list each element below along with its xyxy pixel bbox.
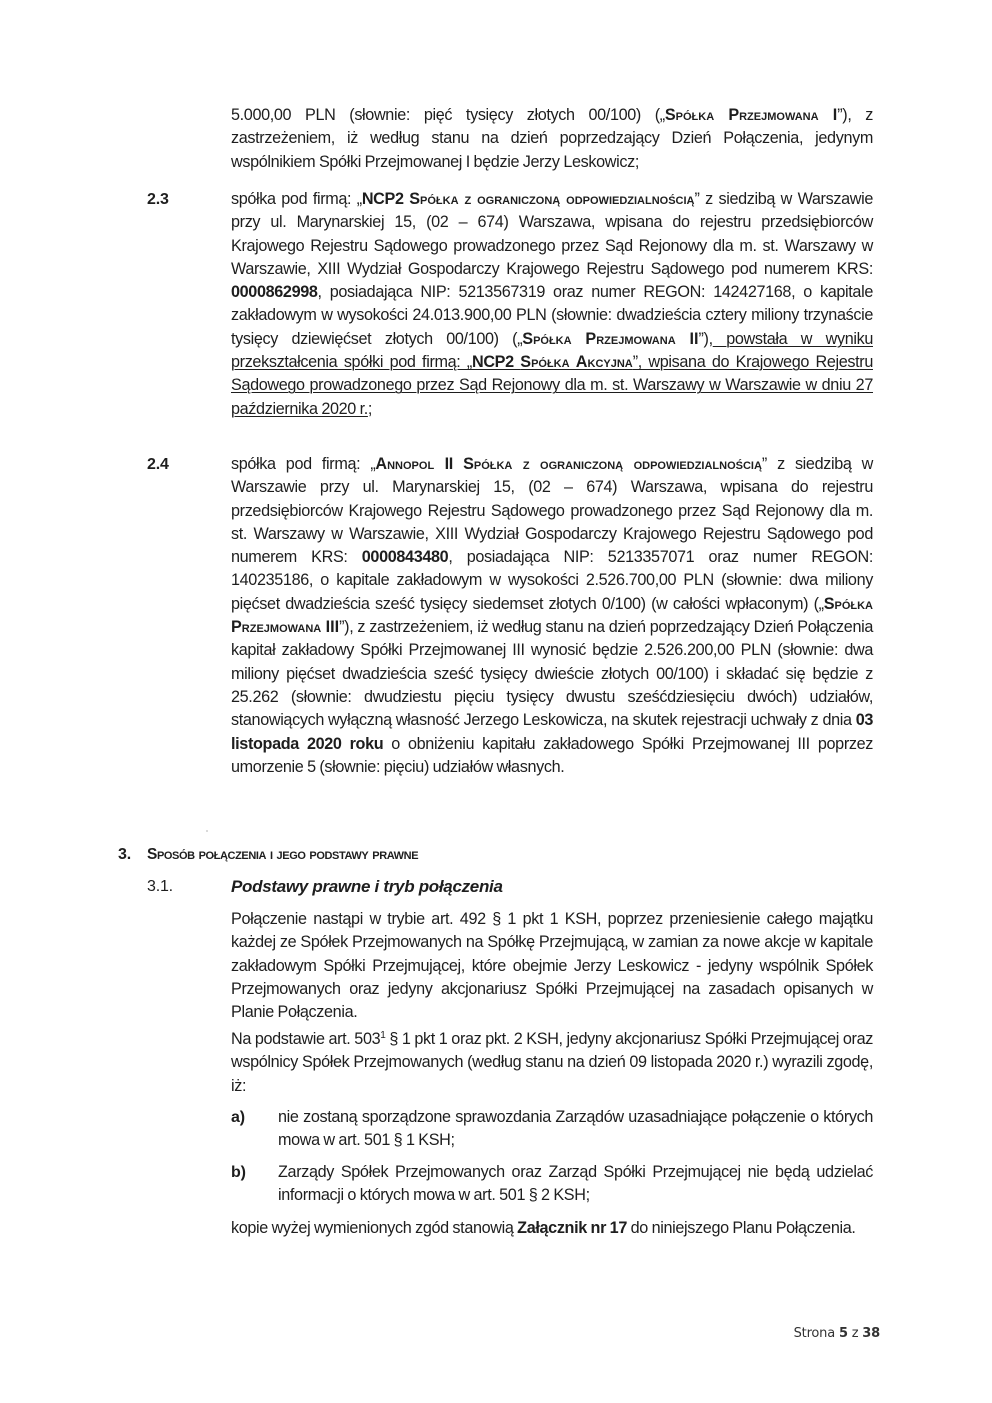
underlined-amendment: powstała w wyniku przekształcenia spółki pod firmą: „NCP2 Spółka Akcyjna”, wpisana do Krajowego Rejestru Sądowego prowadzonego przez Sąd Rejonowy dla m. st. Warszawy w Warszawie w dniu 27 października 2020 r.	[231, 329, 873, 418]
defined-term: Spółka Przejmowana II	[522, 329, 699, 348]
attachment-reference: Załącznik nr 17	[517, 1219, 627, 1237]
item-number-2-4: 2.4	[147, 456, 169, 473]
list-label-a: a)	[231, 1109, 245, 1126]
defined-term: Spółka Przejmowana I	[664, 106, 838, 124]
defined-term: Spółka Przejmowana III	[231, 594, 873, 637]
krs-number: 0000862998	[231, 283, 318, 302]
section-3-1-paragraph-1: Połączenie nastąpi w trybie art. 492 § 1 pkt 1 KSH, poprzez przeniesienie całego majątku każdej ze Spółek Przejmowanych na Spółkę Przejmującą, w zamian za nowe akcje w kapitale zakładowym Spółki Przejmującej, które obejmie Jerzy Leskowicz - jedyny wspólnik Spółek Przejmowanych oraz jedyny akcjonariusz Spółki Przejmującej na zasadach opisanych w Planie Połączenia.	[231, 910, 873, 1022]
closing-paragraph: kopie wyżej wymienionych zgód stanowią Załącznik nr 17 do niniejszego Planu Połączenia.	[231, 1219, 856, 1237]
section-number-3-1: 3.1.	[147, 878, 173, 895]
continuation-paragraph: 5.000,00 PLN (słownie: pięć tysięcy złotych 00/100) („Spółka Przejmowana I”), z zastrzeżeniem, iż według stanu na dzień poprzedzający Dzień Połączenia, jedynym wspólnikiem Spółki Przejmowanej I będzie Jerzy Leskowicz;	[231, 106, 874, 171]
company-name: Spółka z ograniczoną odpowiedzialnością	[463, 455, 762, 473]
company-name: Spółka z ograniczoną odpowiedzialnością	[409, 190, 695, 208]
list-item-b: Zarządy Spółek Przejmowanych oraz Zarząd Spółki Przejmującej nie będą udzielać informacji o których mowa w art. 501 § 2 KSH;	[278, 1163, 873, 1205]
section-3-1-paragraph-2: Na podstawie art. $503^1$ § 1 pkt 1 oraz pkt. 2 KSH, jedyny akcjonariusz Spółki Przejmującej oraz wspólnicy Spółek Przejmowanych (według stanu na dzień 09 listopada 2020 r.) wyrazili zgodę, iż:	[231, 1030, 873, 1095]
item-number-2-3: 2.3	[147, 191, 169, 208]
section-3-title: Sposób połączenia i jego podstawy prawne	[147, 846, 419, 863]
list-label-b: b)	[231, 1164, 246, 1181]
list-item-a: nie zostaną sporządzone sprawozdania Zarządów uzasadniające połączenie o których mowa w art. 501 § 1 KSH;	[278, 1108, 873, 1150]
section-3-1-title: Podstawy prawne i tryb połączenia	[231, 877, 503, 896]
krs-number: 0000843480	[361, 548, 449, 567]
resolution-date: 03 listopada 2020 roku	[231, 711, 873, 753]
superscript: 1	[380, 1030, 386, 1041]
section-number-3: 3.	[118, 846, 131, 863]
total-pages: 38	[862, 1326, 880, 1341]
scan-artifact	[206, 830, 208, 832]
item-2-3-paragraph: spółka pod firmą: „NCP2 Spółka z ograniczoną odpowiedzialnością” z siedzibą w Warszawie przy ul. Marynarskiej 15, (02 – 674) Warszawa, wpisana do rejestru przedsiębiorców Krajowego Rejestru Sądowego prowadzonego przez Sąd Rejonowy dla m. st. Warszawy w Warszawie, XIII Wydział Gospodarczy Krajowego Rejestru Sądowego pod numerem KRS: 0000862998, posiadająca NIP: 5213567319 oraz numer REGON: 142427168, o kapitale zakładowym w wysokości 24.013.900,00 PLN (słownie: dwadzieścia cztery miliony trzynaście tysięcy dziewięćset złotych 00/100) („Spółka Przejmowana II”), powstała w wyniku przekształcenia spółki pod firmą: „NCP2 Spółka Akcyjna”, wpisana do Krajowego Rejestru Sądowego prowadzonego przez Sąd Rejonowy dla m. st. Warszawy w Warszawie w dniu 27 października 2020 r.;	[231, 190, 873, 418]
current-page: 5	[838, 1326, 848, 1341]
page-footer: Strona 5 z 38	[793, 1326, 880, 1341]
item-2-4-paragraph: spółka pod firmą: „Annopol II Spółka z ograniczoną odpowiedzialnością” z siedzibą w Warszawie przy ul. Marynarskiej 15, (02 – 674) Warszawa, wpisana do rejestru przedsiębiorców Krajowego Rejestru Sądowego prowadzonego przez Sąd Rejonowy dla m. st. Warszawy w Warszawie, XIII Wydział Gospodarczy Krajowego Rejestru Sądowego pod numerem KRS: 0000843480, posiadająca NIP: 5213357071 oraz numer REGON: 140235186, o kapitale zakładowym w wysokości 2.526.700,00 PLN (słownie: dwa miliony pięćset dwadzieścia sześć tysięcy siedemset złotych 0/100) (w całości wpłaconym) („Spółka Przejmowana III”), z zastrzeżeniem, iż według stanu na dzień poprzedzający Dzień Połączenia kapitał zakładowy Spółki Przejmowanej III wynosić będzie 2.526.200,00 PLN (słownie: dwa miliony pięćset dwadzieścia sześć tysięcy dwieście złotych 00/100) i składać się będzie z 25.262 (słownie: dwudziestu pięciu tysięcy dwustu sześćdziesięciu dwóch) udziałów, stanowiących wyłączną własność Jerzego Leskowicza, na skutek rejestracji uchwały z dnia 03 listopada 2020 roku o obniżeniu kapitału zakładowego Spółki Przejmowanej III poprzez umorzenie 5 (słownie: pięciu) udziałów własnych.	[231, 455, 873, 776]
